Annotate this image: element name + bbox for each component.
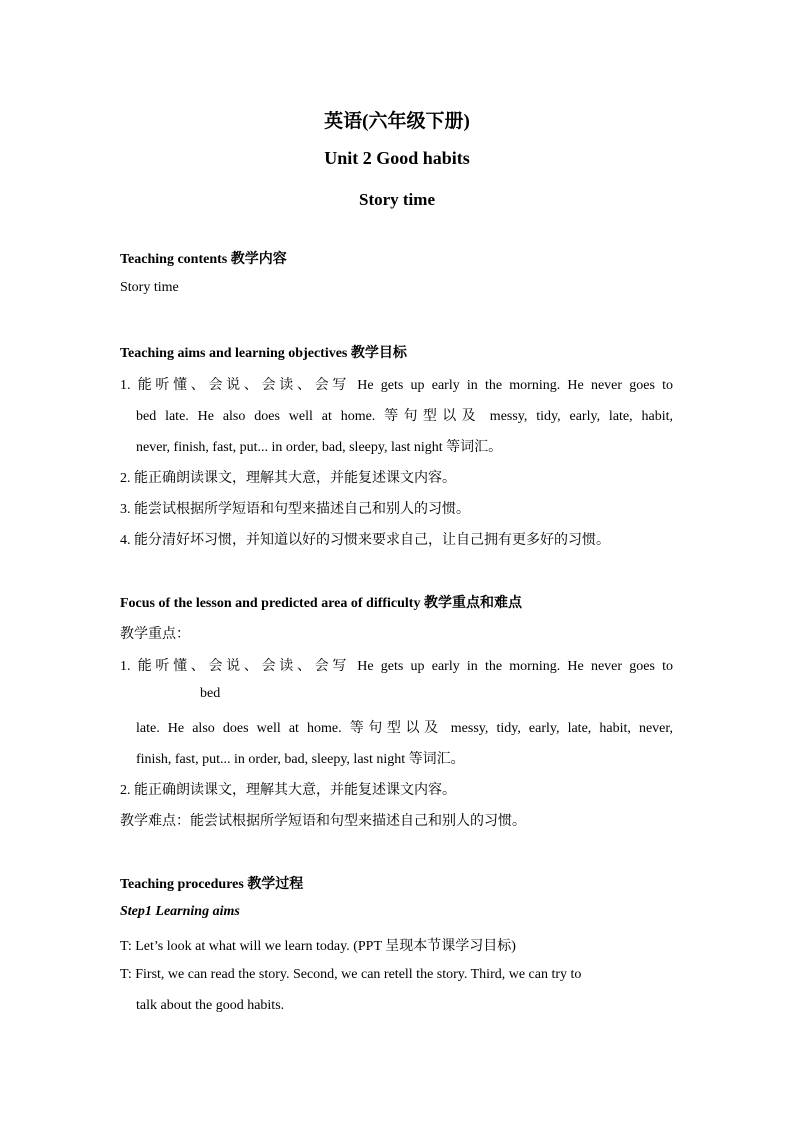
- unit-title: Unit 2 Good habits: [324, 148, 470, 168]
- aims-heading: Teaching aims and learning objectives 教学目标: [120, 346, 407, 361]
- focus-heading: Focus of the lesson and predicted area of difficulty 教学重点和难点: [120, 596, 522, 611]
- contents-text: Story time: [120, 280, 179, 295]
- procedure-line: T: First, we can read the story. Second, we can retell the story. Third, we can try to: [120, 967, 582, 982]
- aims-line: 1. 能听懂、会说、会读、会写 He gets up early in the morning. He never goes to: [120, 378, 673, 393]
- focus-line: late. He also does well at home. 等句型以及 messy, tidy, early, late, habit, never,: [136, 721, 673, 736]
- procedure-line: T: Let’s look at what will we learn today. (PPT 呈现本节课学习目标): [120, 939, 516, 954]
- focus-subheading: 教学重点：: [120, 627, 190, 642]
- aims-line: 4. 能分清好坏习惯，并知道以好的习惯来要求自己，让自己拥有更多好的习惯。: [120, 533, 610, 548]
- focus-line: 2. 能正确朗读课文，理解其大意，并能复述课文内容。: [120, 783, 456, 798]
- document-title: 英语(六年级下册): [324, 111, 470, 132]
- procedure-line: talk about the good habits.: [136, 998, 285, 1013]
- difficulty-text: 教学难点：能尝试根据所学短语和句型来描述自己和别人的习惯。: [120, 814, 526, 829]
- aims-line: never, finish, fast, put... in order, bad, sleepy, last night 等词汇。: [136, 440, 503, 455]
- aims-line: bed late. He also does well at home. 等句型以及 messy, tidy, early, late, habit,: [136, 409, 673, 424]
- aims-line: 2. 能正确朗读课文，理解其大意，并能复述课文内容。: [120, 471, 456, 486]
- procedures-heading: Teaching procedures 教学过程: [120, 877, 304, 892]
- step1-heading: Step1 Learning aims: [120, 904, 240, 919]
- focus-line: 1. 能听懂、会说、会读、会写 He gets up early in the morning. He never goes to: [120, 659, 673, 674]
- aims-line: 3. 能尝试根据所学短语和句型来描述自己和别人的习惯。: [120, 502, 470, 517]
- focus-line: bed: [200, 686, 221, 701]
- contents-heading: Teaching contents 教学内容: [120, 252, 287, 267]
- focus-line: finish, fast, put... in order, bad, sleepy, last night 等词汇。: [136, 752, 465, 767]
- lesson-title: Story time: [358, 190, 435, 209]
